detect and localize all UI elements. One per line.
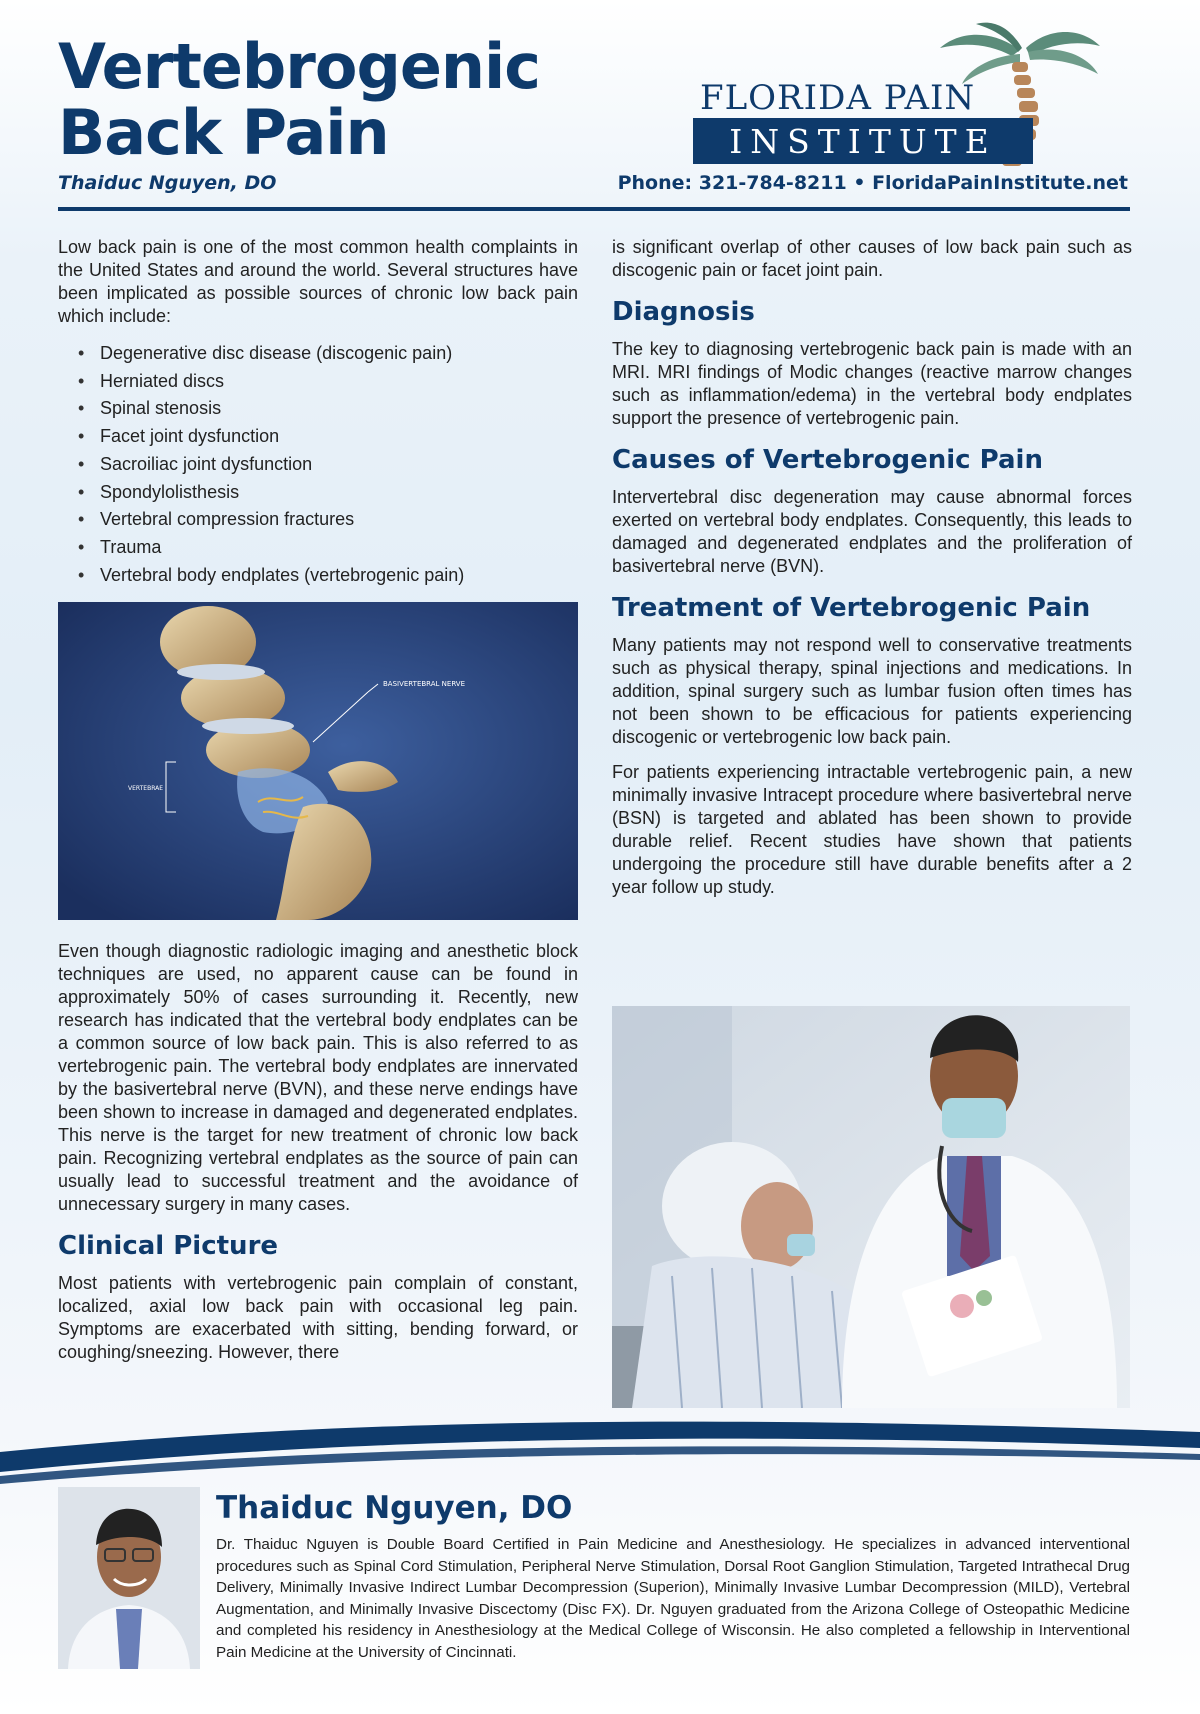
intro-paragraph: Low back pain is one of the most common health complaints in the United States and around the world. Several structures have been implicated as possible sources of chronic low back pain which include: <box>58 237 578 326</box>
diagnosis-paragraph: The key to diagnosing vertebrogenic back pain is made with an MRI. MRI findings of Modic changes (reactive marrow changes such as inflammation/edema) in the vertebral body endplates support the presence of vertebrogenic pain. <box>612 339 1132 428</box>
logo-wordmark: FLORIDA PAIN <box>700 78 976 118</box>
list-item: • Degenerative disc disease (discogenic pain) <box>78 340 578 368</box>
bio-name: Thaiduc Nguyen, DO <box>216 1490 573 1526</box>
doctor-patient-photo <box>612 1006 1130 1408</box>
list-item: • Vertebral body endplates (vertebrogenic pain) <box>78 562 578 590</box>
list-item: • Spondylolisthesis <box>78 479 578 507</box>
list-item: • Spinal stenosis <box>78 395 578 423</box>
treatment-paragraph-2: For patients experiencing intractable vertebrogenic pain, a new minimally invasive Intracept procedure where basivertebral nerve (BSN) is targeted and ablated has been shown to provide durable relief. Recent studies have shown that patients undergoing the procedure still have durable benefits after a 2 year follow up study. <box>612 762 1132 897</box>
imaging-paragraph: Even though diagnostic radiologic imaging and anesthetic block techniques are used, no apparent cause can be found in approximately 50% of cases surrounding it. Recently, new research has indicated that the vertebral body endplates can be a common source of low back pain. This is also referred to as vertebrogenic pain. The vertebral body endplates are innervated by the basivertebral nerve (BVN), and these nerve endings have been shown to increase in damaged and degenerated endplates. This nerve is the target for new treatment of chronic low back pain. Recognizing vertebral endplates as the source of pain can usually lead to successful treatment and the avoidance of unnecessary surgery in many cases. <box>58 941 578 1214</box>
decorative-wave <box>0 1412 1200 1492</box>
clinical-paragraph: Most patients with vertebrogenic pain complain of constant, localized, axial low back pain with occasional leg pain. Symptoms are exacerbated with sitting, bending forward, or coughing/sneezing. However, there <box>58 1273 578 1362</box>
header-divider <box>58 207 1130 211</box>
clinical-heading: Clinical Picture <box>58 1231 279 1261</box>
treatment-paragraph-1: Many patients may not respond well to conservative treatments such as physical therapy, spinal injections and medications. In addition, spinal surgery such as lumbar fusion often times has not been shown to be efficacious for patients experiencing discogenic or vertebrogenic low back pain. <box>612 635 1132 747</box>
vertebrae-label: VERTEBRAE <box>128 785 164 792</box>
nerve-label: BASIVERTEBRAL NERVE <box>383 680 466 688</box>
title-line-2: Back Pain <box>58 96 389 169</box>
title-line-1: Vertebrogenic <box>58 30 541 103</box>
list-item: • Facet joint dysfunction <box>78 423 578 451</box>
contact-info: Phone: 321-784-8211 • FloridaPainInstitute.net <box>617 172 1128 194</box>
author-portrait <box>58 1487 200 1669</box>
list-item: • Sacroiliac joint dysfunction <box>78 451 578 479</box>
list-item: • Vertebral compression fractures <box>78 506 578 534</box>
diagnosis-heading: Diagnosis <box>612 297 755 327</box>
logo-subtitle: INSTITUTE <box>693 118 1033 164</box>
treatment-heading: Treatment of Vertebrogenic Pain <box>612 593 1091 623</box>
left-column-lower <box>58 940 578 1364</box>
list-item: • Herniated discs <box>78 368 578 396</box>
page-title <box>58 30 541 169</box>
causes-paragraph: Intervertebral disc degeneration may cause abnormal forces exerted on vertebral body endplates. Consequently, this leads to damaged and degenerated endplates and the proliferation of basivertebral nerve (BVN). <box>612 487 1132 576</box>
continued-paragraph: is significant overlap of other causes of low back pain such as discogenic pain or facet joint pain. <box>612 237 1132 280</box>
author-byline: Thaiduc Nguyen, DO <box>58 172 277 194</box>
list-item: • Trauma <box>78 534 578 562</box>
pain-sources-list <box>58 340 578 589</box>
bio-paragraph: Dr. Thaiduc Nguyen is Double Board Certified in Pain Medicine and Anesthesiology. He specializes in advanced interventional procedures such as Spinal Cord Stimulation, Peripheral Nerve Stimulation, Dorsal Root Ganglion Stimulation, Targeted Intrathecal Drug Delivery, Minimally Invasive Indirect Lumbar Decompression (Superion), Minimally Invasive Lumbar Decompression (MILD), Vertebral Augmentation, and Minimally Invasive Discectomy (Disc FX). Dr. Nguyen graduated from the Arizona College of Osteopathic Medicine and completed his residency in Anesthesiology at the Medical College of Wisconsin. He also completed a fellowship in Interventional Pain Medicine at the University of Cincinnati. <box>216 1536 1130 1661</box>
left-column <box>58 236 578 589</box>
right-column <box>612 236 1132 899</box>
causes-heading: Causes of Vertebrogenic Pain <box>612 445 1043 475</box>
spine-illustration <box>58 602 578 920</box>
